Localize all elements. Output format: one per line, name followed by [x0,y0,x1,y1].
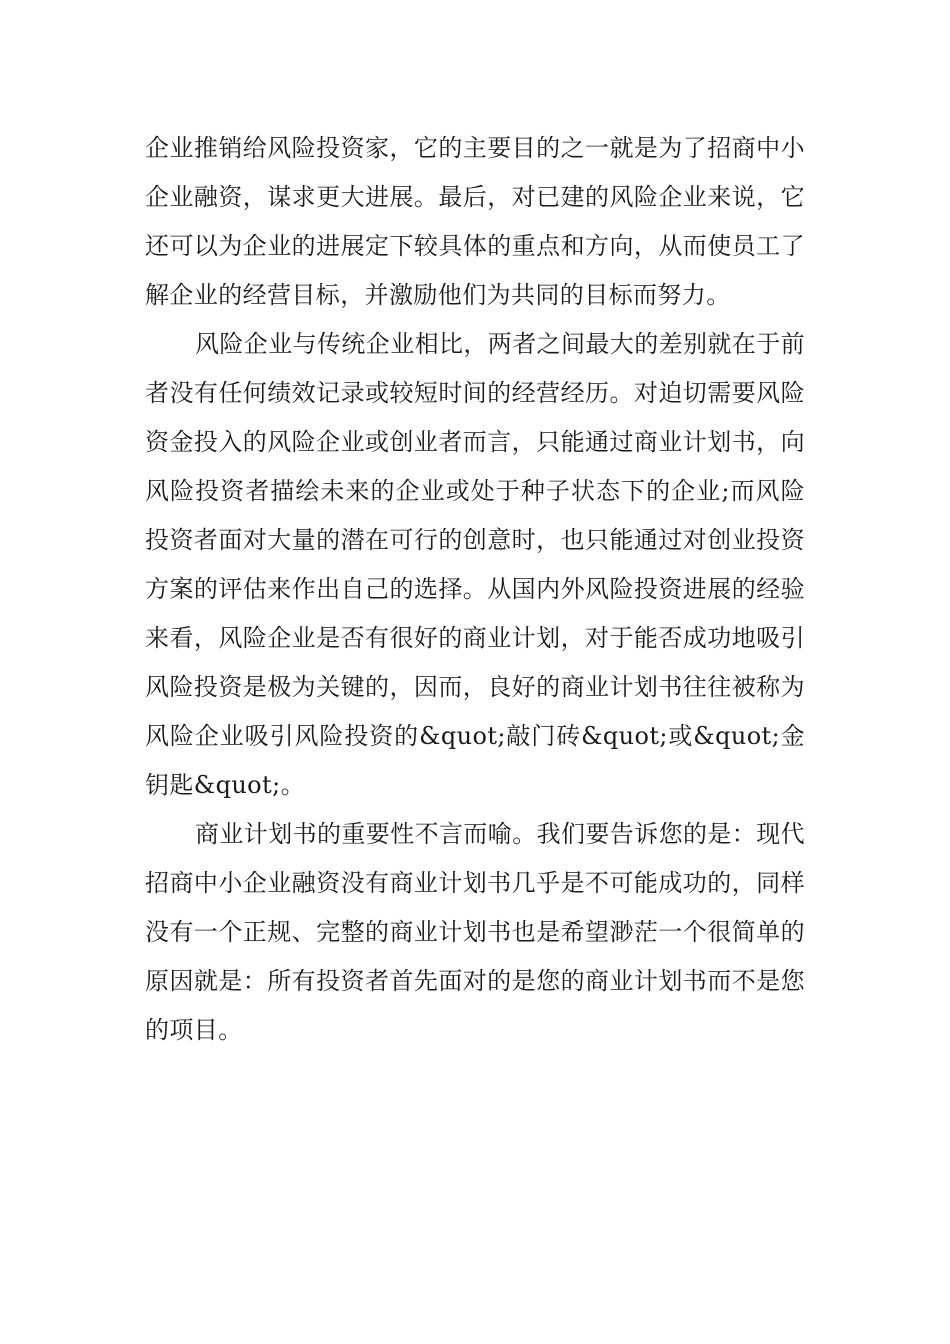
document-body [145,124,805,1055]
paragraph-continuation: 企业推销给风险投资家，它的主要目的之一就是为了招商中小企业融资，谋求更大进展。最后，对已建的风险企业来说，它还可以为企业的进展定下较具体的重点和方向，从而使员工了解企业的经营目标，并激励他们为共同的目标而努力。 [145,134,805,309]
paragraph-importance: 商业计划书的重要性不言而喻。我们要告诉您的是：现代招商中小企业融资没有商业计划书几乎是不可能成功的，同样没有一个正规、完整的商业计划书也是希望渺茫一个很简单的原因就是：所有投资者首先面对的是您的商业计划书而不是您的项目。 [145,820,805,1044]
paragraph-risk-enterprise: 风险企业与传统企业相比，两者之间最大的差别就在于前者没有任何绩效记录或较短时间的经营经历。对迫切需要风险资金投入的风险企业或创业者而言，只能通过商业计划书，向风险投资者描绘未来的企业或处于种子状态下的企业;而风险投资者面对大量的潜在可行的创意时，也只能通过对创业投资方案的评估来作出自己的选择。从国内外风险投资进展的经验来看，风险企业是否有很好的商业计划，对于能否成功地吸引风险投资是极为关键的，因而，良好的商业计划书往往被称为风险企业吸引风险投资的&quot;敲门砖&quot;或&quot;金钥匙&quot;。 [145,330,805,799]
